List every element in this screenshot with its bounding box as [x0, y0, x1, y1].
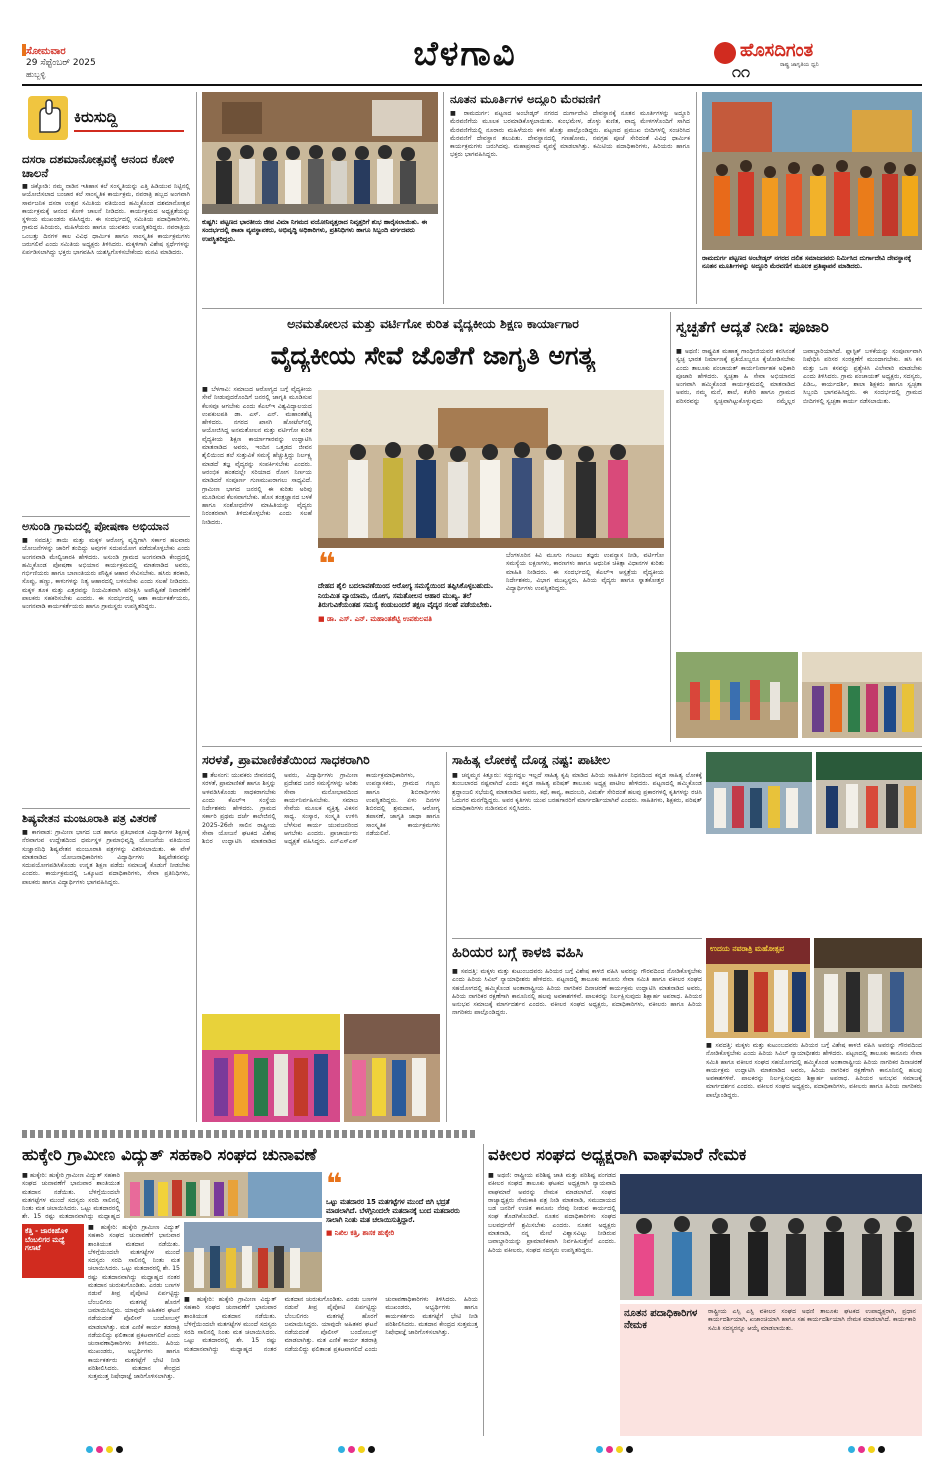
- issue-city: ಹುಬ್ಬಳ್ಳಿ: [26, 70, 46, 79]
- hukkeri-body: ■ ಹುಕ್ಕೇರಿ: ಹುಕ್ಕೇರಿ ಗ್ರಾಮೀಣ ವಿದ್ಯುತ್ ಸಹಕಾರಿ ಸಂಘದ ಚುನಾವಣೆಗೆ ಭಾನುವಾರ ಶಾಂತಿಯುತ ಮತದಾನ ನಡೆಯಿತು. ಬೆಳಿಗ್ಗೆಯಿಂದಲೇ ಮತಗಟ್ಟೆಗಳ ಮುಂದೆ ಸದಸ್ಯರು ಸರದಿ ಸಾಲಿನಲ್ಲಿ ನಿಂತು ಮತ ಚಲಾಯಿಸಿದರು. ಒಟ್ಟು ಮತದಾರರಲ್ಲಿ ಶೇ. 15 ರಷ್ಟು ಮತದಾನವಾಗಿದ್ದು ಮಧ್ಯಾಹ್ನದ ನಂತರ ಮತದಾನ ಚುರುಕುಗೊಂಡಿತು. ಎರಡು ಬಣಗಳ ನಡುವೆ ತೀವ್ರ ಪೈಪೋಟಿ ಏರ್ಪಟ್ಟಿದ್ದು ಬೆಂಬಲಿಗರು ಮತಗಟ್ಟೆ ಹೊರಗೆ ಜಮಾಯಿಸಿದ್ದರು. ಯಾವುದೇ ಅಹಿತಕರ ಘಟನೆ ನಡೆಯದಂತೆ ಪೊಲೀಸ್ ಬಂದೋಬಸ್ತ್ ಮಾಡಲಾಗಿತ್ತು. ಮತ ಎಣಿಕೆ ಕಾರ್ಯ ತಡರಾತ್ರಿ ನಡೆಯಲಿದ್ದು ಫಲಿತಾಂಶ ಪ್ರಕಟವಾಗಲಿದೆ ಎಂದು ಚುನಾವಣಾಧಿಕಾರಿಗಳು ತಿಳಿಸಿದರು. ಹಿರಿಯ ಮುಖಂಡರು, ಅಭ್ಯರ್ಥಿಗಳು ಹಾಗೂ ಕಾರ್ಯಕರ್ತರು ಮತಗಟ್ಟೆಗೆ ಭೇಟಿ ನೀಡಿ ಪರಿಶೀಲಿಸಿದರು. ಮತದಾನ ಕೇಂದ್ರದ ಸುತ್ತಮುತ್ತ ನಿಷೇಧಾಜ್ಞೆ ಜಾರಿಗೊಳಿಸಲಾಗಿತ್ತು.: [88, 1224, 180, 1381]
- sarala-headline: ಸರಳತೆ, ಪ್ರಾಮಾಣಿಕತೆಯಿಂದ ಸಾಧಕರಾಗಿರಿ: [202, 752, 370, 767]
- medical-quote-by: ■ ಡಾ. ಎಸ್. ಎನ್. ಮಹಾಂತಶೆಟ್ಟಿ ಉಪಕುಲಪತಿ: [318, 614, 432, 623]
- hiriyara-photo-banner: ಉದಯ ನವರಾತ್ರಿ ಮಹೋತ್ಸವ: [710, 944, 785, 953]
- kiru-label-block: [22, 92, 190, 150]
- sarala-photo-2: [344, 1014, 440, 1122]
- kiru-label: ಕಿರುಸುದ್ದಿ: [74, 108, 118, 126]
- sahitya-photo-1: [706, 752, 812, 834]
- kiru-headline-1: ದಸರಾ ದಶಮಾನೋತ್ಸವಕ್ಕೆ ಆನಂದ ಕೋಳಿ ಚಾಲನೆ: [22, 152, 175, 180]
- registration-dots-3: [596, 1446, 633, 1453]
- registration-dots-2: [338, 1446, 375, 1453]
- swachhate-photo-1: [676, 652, 798, 738]
- kiru-body-1: ■ ಚಿಕ್ಕೋಡಿ: ನಮ್ಮ ನಾಡಿನ ಇತಿಹಾಸ ಕಲೆ ಸಂಸ್ಕೃತಿಯನ್ನು ಎತ್ತಿ ಹಿಡಿಯುವ ನಿಟ್ಟಿನಲ್ಲಿ ಆಯೋಜಿಸಲಾದ ಬಂಜಾರ ಕಲೆ ಸಾಂಸ್ಕೃತಿಕ ಕಾರ್ಯಕ್ರಮ, ನವರಾತ್ರಿ ಹಬ್ಬದ ಅಂಗವಾಗಿ ಸಾರ್ವಜನಿಕ ದಸರಾ ಉತ್ಸವ ಸಮಿತಿಯ ವತಿಯಿಂದ ಹಮ್ಮಿಕೊಂಡ ದಶಮಾನೋತ್ಸವ ಕಾರ್ಯಕ್ರಮಕ್ಕೆ ಆನಂದ ಕೋಳಿ ಚಾಲನೆ ನೀಡಿದರು. ಕಾರ್ಯಕ್ರಮದ ಅಧ್ಯಕ್ಷತೆಯನ್ನು ಸ್ಥಳೀಯ ಮುಖಂಡರು ವಹಿಸಿದ್ದರು. ಈ ಸಂದರ್ಭದಲ್ಲಿ ಸಮಿತಿಯ ಪದಾಧಿಕಾರಿಗಳು, ಗ್ರಾಮದ ಹಿರಿಯರು, ಮಹಿಳೆಯರು ಹಾಗೂ ಯುವಕರು ಉಪಸ್ಥಿತರಿದ್ದರು. ನವರಾತ್ರಿಯ ಒಂಬತ್ತು ದಿನಗಳ ಕಾಲ ವಿವಿಧ ಧಾರ್ಮಿಕ ಹಾಗೂ ಸಾಂಸ್ಕೃತಿಕ ಕಾರ್ಯಕ್ರಮಗಳು ಜರುಗಲಿವೆ ಎಂದು ಸಮಿತಿಯ ಅಧ್ಯಕ್ಷರು ತಿಳಿಸಿದರು. ಮಕ್ಕಳಿಗಾಗಿ ವಿಶೇಷ ಸ್ಪರ್ಧೆಗಳನ್ನು ಏರ್ಪಡಿಸಲಾಗಿದ್ದು ಭಕ್ತರು ಭಾಗವಹಿಸಿ ಯಶಸ್ವಿಗೊಳಿಸಬೇಕೆಂದು ಮನವಿ ಮಾಡಿದರು.: [22, 183, 190, 257]
- medical-quote-box: [318, 552, 500, 742]
- issue-date: 29 ಸೆಪ್ಟೆಂಬರ್ 2025: [26, 58, 96, 68]
- hand-icon: [28, 96, 68, 140]
- sarala-photo-1: [202, 1014, 340, 1122]
- hukkeri-body-continued: ■ ಹುಕ್ಕೇರಿ: ಹುಕ್ಕೇರಿ ಗ್ರಾಮೀಣ ವಿದ್ಯುತ್ ಸಹಕಾರಿ ಸಂಘದ ಚುನಾವಣೆಗೆ ಭಾನುವಾರ ಶಾಂತಿಯುತ ಮತದಾನ ನಡೆಯಿತು. ಬೆಳಿಗ್ಗೆಯಿಂದಲೇ ಮತಗಟ್ಟೆಗಳ ಮುಂದೆ ಸದಸ್ಯರು ಸರದಿ ಸಾಲಿನಲ್ಲಿ ನಿಂತು ಮತ ಚಲಾಯಿಸಿದರು. ಒಟ್ಟು ಮತದಾರರಲ್ಲಿ ಶೇ. 15 ರಷ್ಟು ಮತದಾನವಾಗಿದ್ದು ಮಧ್ಯಾಹ್ನದ ನಂತರ ಮತದಾನ ಚುರುಕುಗೊಂಡಿತು. ಎರಡು ಬಣಗಳ ನಡುವೆ ತೀವ್ರ ಪೈಪೋಟಿ ಏರ್ಪಟ್ಟಿದ್ದು ಬೆಂಬಲಿಗರು ಮತಗಟ್ಟೆ ಹೊರಗೆ ಜಮಾಯಿಸಿದ್ದರು. ಯಾವುದೇ ಅಹಿತಕರ ಘಟನೆ ನಡೆಯದಂತೆ ಪೊಲೀಸ್ ಬಂದೋಬಸ್ತ್ ಮಾಡಲಾಗಿತ್ತು. ಮತ ಎಣಿಕೆ ಕಾರ್ಯ ತಡರಾತ್ರಿ ನಡೆಯಲಿದ್ದು ಫಲಿತಾಂಶ ಪ್ರಕಟವಾಗಲಿದೆ ಎಂದು ಚುನಾವಣಾಧಿಕಾರಿಗಳು ತಿಳಿಸಿದರು. ಹಿರಿಯ ಮುಖಂಡರು, ಅಭ್ಯರ್ಥಿಗಳು ಹಾಗೂ ಕಾರ್ಯಕರ್ತರು ಮತಗಟ್ಟೆಗೆ ಭೇಟಿ ನೀಡಿ ಪರಿಶೀಲಿಸಿದರು. ಮತದಾನ ಕೇಂದ್ರದ ಸುತ್ತಮುತ್ತ ನಿಷೇಧಾಜ್ಞೆ ಜಾರಿಗೊಳಿಸಲಾಗಿತ್ತು.: [184, 1296, 478, 1353]
- paper-logo: [714, 40, 914, 84]
- quote-mark-icon: ❝: [318, 552, 336, 582]
- vakeela-box-body: ರಾಷ್ಟ್ರೀಯ ಎಸ್ಸಿ ಎಸ್ಟಿ ವಕೀಲರ ಸಂಘದ ಅಥಣಿ ತಾಲೂಕು ಘಟಕದ ಉಪಾಧ್ಯಕ್ಷರಾಗಿ, ಪ್ರಧಾನ ಕಾರ್ಯದರ್ಶಿಯಾಗಿ, ಖಜಾಂಚಿಯಾಗಿ ಹಾಗೂ ಸಹ ಕಾರ್ಯದರ್ಶಿಯಾಗಿ ನೇಮಕ ಮಾಡಲಾಗಿದೆ. ಕಾರ್ಯಕಾರಿ ಸಮಿತಿ ಸದಸ್ಯರನ್ನೂ ಆಯ್ಕೆ ಮಾಡಲಾಯಿತು.: [708, 1308, 916, 1332]
- medical-workshop-photo: [318, 390, 664, 548]
- orange-corner: [22, 44, 26, 56]
- page-number: ೧೧: [732, 62, 750, 81]
- kiru-body-3: ■ ಕಾಗವಾಡ: ಗ್ರಾಮೀಣ ಭಾಗದ ಬಡ ಹಾಗೂ ಪ್ರತಿಭಾವಂತ ವಿದ್ಯಾರ್ಥಿಗಳ ಶಿಕ್ಷಣಕ್ಕೆ ನೆರವಾಗುವ ಉದ್ದೇಶದಿಂದ ಧರ್ಮಸ್ಥಳ ಗ್ರಾಮಾಭಿವೃದ್ಧಿ ಯೋಜನೆಯ ವತಿಯಿಂದ ಸುಜ್ಞಾನನಿಧಿ ಶಿಷ್ಯವೇತನ ಮಂಜೂರಾತಿ ಪತ್ರಗಳನ್ನು ವಿತರಿಸಲಾಯಿತು. ಈ ವೇಳೆ ಮಾತನಾಡಿದ ಯೋಜನಾಧಿಕಾರಿಗಳು ವಿದ್ಯಾರ್ಥಿಗಳು ಶಿಷ್ಯವೇತನವನ್ನು ಸದುಪಯೋಗಪಡಿಸಿಕೊಂಡು ಉನ್ನತ ಶಿಕ್ಷಣ ಪಡೆದು ಸಮಾಜಕ್ಕೆ ಕೊಡುಗೆ ನೀಡಬೇಕು ಎಂದರು. ಕಾರ್ಯಕ್ರಮದಲ್ಲಿ ಒಕ್ಕೂಟದ ಪದಾಧಿಕಾರಿಗಳು, ಸೇವಾ ಪ್ರತಿನಿಧಿಗಳು, ಪಾಲಕರು ಹಾಗೂ ವಿದ್ಯಾರ್ಥಿಗಳು ಭಾಗವಹಿಸಿದ್ದರು.: [22, 829, 190, 886]
- kiru-body-2: ■ ಸವದತ್ತಿ: ತಾಯಿ ಮತ್ತು ಮಕ್ಕಳ ಆರೋಗ್ಯ ವೃದ್ಧಿಗಾಗಿ ಸರ್ಕಾರ ಹಲವಾರು ಯೋಜನೆಗಳನ್ನು ಜಾರಿಗೆ ತಂದಿದ್ದು ಅವುಗಳ ಸದುಪಯೋಗ ಪಡೆದುಕೊಳ್ಳಬೇಕು ಎಂದು ಅಂಗನವಾಡಿ ಮೇಲ್ವಿಚಾರಕಿ ಹೇಳಿದರು. ಅಸುಂಡಿ ಗ್ರಾಮದ ಅಂಗನವಾಡಿ ಕೇಂದ್ರದಲ್ಲಿ ಹಮ್ಮಿಕೊಂಡ ಪೋಷಣಾ ಅಭಿಯಾನ ಕಾರ್ಯಕ್ರಮದಲ್ಲಿ ಮಾತನಾಡಿದ ಅವರು, ಗರ್ಭಿಣಿಯರು ಹಾಗೂ ಬಾಣಂತಿಯರು ಪೌಷ್ಟಿಕ ಆಹಾರ ಸೇವಿಸಬೇಕು. ಹಸಿರು ತರಕಾರಿ, ಸೊಪ್ಪು, ಹಣ್ಣು, ಕಾಳುಗಳನ್ನು ನಿತ್ಯ ಆಹಾರದಲ್ಲಿ ಬಳಸಬೇಕು ಎಂದು ಸಲಹೆ ನೀಡಿದರು. ಮಕ್ಕಳ ತೂಕ ಮತ್ತು ಎತ್ತರವನ್ನು ನಿಯಮಿತವಾಗಿ ಪರೀಕ್ಷಿಸಿ ಅಪೌಷ್ಟಿಕತೆ ನಿವಾರಣೆಗೆ ಪಾಲಕರು ಸಹಕರಿಸಬೇಕು ಎಂದರು. ಈ ಸಂದರ್ಭದಲ್ಲಿ ಆಶಾ ಕಾರ್ಯಕರ್ತೆಯರು, ಅಂಗನವಾಡಿ ಕಾರ್ಯಕರ್ತೆಯರು ಹಾಗೂ ಗ್ರಾಮಸ್ಥರು ಉಪಸ್ಥಿತರಿದ್ದರು.: [22, 537, 190, 611]
- section-title: ಬೆಳಗಾವಿ: [413, 34, 517, 74]
- swachhate-photo-2: [802, 652, 922, 738]
- registration-dots-1: [86, 1446, 123, 1453]
- hukkeri-headline: ಹುಕ್ಕೇರಿ ಗ್ರಾಮೀಣ ವಿದ್ಯುತ್ ಸಹಕಾರಿ ಸಂಘದ ಚುನಾವಣೆ: [22, 1145, 317, 1164]
- procession-caption: ರಾಮದುರ್ಗ ಪಟ್ಟಣದ ಅಂಬೇಡ್ಕರ್ ನಗರದ ದಲಿತ ಸಮಾಜದವರು ನಿರ್ಮಿಸಿದ ದುರ್ಗಾದೇವಿ ದೇವಸ್ಥಾನಕ್ಕೆ ನೂತನ ಮೂರ್ತಿಗಳನ್ನು ಅದ್ದೂರಿ ಮೆರವಣಿಗೆ ಮೂಲಕ ಪ್ರತಿಷ್ಠಾಪನೆ ಮಾಡಿದರು.: [702, 254, 912, 271]
- paper-name: ಹೊಸದಿಗಂತ: [740, 40, 814, 61]
- lic-group-photo: [202, 92, 438, 214]
- sahitya-headline: ಸಾಹಿತ್ಯ ಲೋಕಕ್ಕೆ ದೊಡ್ಡ ನಷ್ಟ: ಪಾಟೀಲ: [452, 752, 611, 767]
- swachhate-headline: ಸ್ವಚ್ಛತೆಗೆ ಆದ್ಯತೆ ನೀಡಿ: ಪೂಜಾರಿ: [676, 318, 829, 336]
- kiru-underline: [74, 130, 184, 132]
- hiriyara-side-text: [706, 1042, 922, 1122]
- col-rule-3: [696, 92, 697, 304]
- hiriyara-body: ■ ಸವದತ್ತಿ: ಮಕ್ಕಳು ಮತ್ತು ಕುಟುಂಬದವರು ಹಿರಿಯರ ಬಗ್ಗೆ ವಿಶೇಷ ಕಾಳಜಿ ವಹಿಸಿ ಅವರನ್ನು ಗೌರವದಿಂದ ನೋಡಿಕೊಳ್ಳಬೇಕು ಎಂದು ಹಿರಿಯ ಸಿವಿಲ್ ನ್ಯಾಯಾಧೀಶರು ಹೇಳಿದರು. ಪಟ್ಟಣದಲ್ಲಿ ತಾಲೂಕು ಕಾನೂನು ಸೇವಾ ಸಮಿತಿ ಹಾಗೂ ವಕೀಲರ ಸಂಘದ ಸಹಯೋಗದಲ್ಲಿ ಹಮ್ಮಿಕೊಂಡ ಅಂತಾರಾಷ್ಟ್ರೀಯ ಹಿರಿಯ ನಾಗರಿಕರ ದಿನಾಚರಣೆ ಕಾರ್ಯಕ್ರಮ ಉದ್ಘಾಟಿಸಿ ಮಾತನಾಡಿದ ಅವರು, ಹಿರಿಯ ನಾಗರಿಕರ ರಕ್ಷಣೆಗಾಗಿ ಕಾನೂನಿನಲ್ಲಿ ಹಲವು ಅವಕಾಶಗಳಿವೆ. ಪಾಲಕರನ್ನು ನಿರ್ಲಕ್ಷಿಸುವುದು ಶಿಕ್ಷಾರ್ಹ ಅಪರಾಧ. ಹಿರಿಯರ ಅನುಭವ ಸಮಾಜಕ್ಕೆ ಮಾರ್ಗದರ್ಶನ ಎಂದರು. ವಕೀಲರ ಸಂಘದ ಅಧ್ಯಕ್ಷರು, ಪದಾಧಿಕಾರಿಗಳು, ವಕೀಲರು ಹಾಗೂ ಹಿರಿಯ ನಾಗರಿಕರು ಪಾಲ್ಗೊಂಡಿದ್ದರು.: [452, 968, 702, 1017]
- medical-body-right: ಬೆಂಗಳೂರಿನ ಕಿವಿ ಮೂಗು ಗಂಟಲು ತಜ್ಞರು ಉಪನ್ಯಾಸ ನೀಡಿ, ವರ್ಟಿಗೋ ಸಮಸ್ಯೆಯ ಲಕ್ಷಣಗಳು, ಕಾರಣಗಳು ಹಾಗೂ ಆಧುನಿಕ ಚಿಕಿತ್ಸಾ ವಿಧಾನಗಳ ಕುರಿತು ಮಾಹಿತಿ ನೀಡಿದರು. ಈ ಸಂದರ್ಭದಲ್ಲಿ ಕೆಎಲ್ಇ ಆಸ್ಪತ್ರೆಯ ವೈದ್ಯಕೀಯ ನಿರ್ದೇಶಕರು, ವಿಭಾಗ ಮುಖ್ಯಸ್ಥರು, ಹಿರಿಯ ವೈದ್ಯರು ಹಾಗೂ ಸ್ನಾತಕೋತ್ತರ ವಿದ್ಯಾರ್ಥಿಗಳು ಉಪಸ್ಥಿತರಿದ್ದರು.: [506, 552, 664, 593]
- hukkeri-side-label-box: [22, 1224, 84, 1278]
- masthead: [0, 0, 945, 86]
- row-rule-1: [202, 308, 922, 309]
- issue-day: ಸೋಮವಾರ: [26, 46, 66, 57]
- lic-photo-caption: ಕುಷ್ಟಗಿ: ಪಟ್ಟಣದ ಭಾರತೀಯ ಜೀವ ವಿಮಾ ನಿಗಮದ ವಯೋನಿವೃತ್ತರಾದ ನಿವೃತ್ತರಿಗೆ ಶುಭ ಹಾರೈಸಲಾಯಿತು. ಈ ಸಂದರ್ಭದಲ್ಲಿ ಶಾಖಾ ವ್ಯವಸ್ಥಾಪಕರು, ಅಭಿವೃದ್ಧಿ ಅಧಿಕಾರಿಗಳು, ಪ್ರತಿನಿಧಿಗಳು ಹಾಗೂ ಸಿಬ್ಬಂದಿ ವರ್ಗದವರು ಉಪಸ್ಥಿತರಿದ್ದರು.: [202, 218, 427, 243]
- hukkeri-photo-1: [124, 1172, 322, 1218]
- col-rule-2: [443, 92, 444, 304]
- hukkeri-quote-box: [326, 1172, 478, 1292]
- hukkeri-body-col1: [22, 1172, 120, 1220]
- sahitya-body: ■ ಚನ್ನಮ್ಮನ ಕಿತ್ತೂರು: ಸದ್ದುಗದ್ದಲ ಇಲ್ಲದೆ ಸಾಹಿತ್ಯ ಕೃಷಿ ಮಾಡಿದ ಹಿರಿಯ ಸಾಹಿತಿಗಳ ನಿಧನದಿಂದ ಕನ್ನಡ ಸಾಹಿತ್ಯ ಲೋಕಕ್ಕೆ ತುಂಬಲಾರದ ನಷ್ಟವಾಗಿದೆ ಎಂದು ಕನ್ನಡ ಸಾಹಿತ್ಯ ಪರಿಷತ್ ತಾಲೂಕು ಅಧ್ಯಕ್ಷ ಪಾಟೀಲ ಹೇಳಿದರು. ಪಟ್ಟಣದಲ್ಲಿ ಹಮ್ಮಿಕೊಂಡ ಶ್ರದ್ಧಾಂಜಲಿ ಸಭೆಯಲ್ಲಿ ಮಾತನಾಡಿದ ಅವರು, ಕಥೆ, ಕಾವ್ಯ, ಕಾದಂಬರಿ, ವಿಮರ್ಶೆ ಸೇರಿದಂತೆ ಹಲವು ಪ್ರಕಾರಗಳಲ್ಲಿ ಕೃತಿಗಳನ್ನು ರಚಿಸಿ ಓದುಗರ ಮನಗೆದ್ದಿದ್ದರು. ಅವರ ಕೃತಿಗಳು ಯುವ ಬರಹಗಾರರಿಗೆ ಮಾರ್ಗದರ್ಶಿಯಾಗಿವೆ ಎಂದರು. ಸಾಹಿತಿಗಳು, ಶಿಕ್ಷಕರು, ಪರಿಷತ್ ಪದಾಧಿಕಾರಿಗಳು ನುಡಿನಮನ ಸಲ್ಲಿಸಿದರು.: [452, 772, 702, 813]
- hiriyara-photo-2: [814, 938, 922, 1038]
- bottom-divider-right: [488, 1130, 922, 1138]
- hukkeri-side-label: ಕೆತ್ತಿ - ಜಾರಕಿಹೊಳಿ ಬೆಂಬಲಿಗರ ಮಧ್ಯೆ ಗಲಾಟೆ: [25, 1227, 69, 1253]
- procession-photo: [702, 92, 922, 250]
- row-rule-3: [452, 938, 702, 939]
- vakeela-box-title: ನೂತನ ಪದಾಧಿಕಾರಿಗಳ ನೇಮಕ: [624, 1308, 698, 1331]
- date-block: [26, 46, 176, 80]
- vakeela-headline: ವಕೀಲರ ಸಂಘದ ಅಧ್ಯಕ್ಷರಾಗಿ ವಾಘಮಾರೆ ನೇಮಕ: [488, 1145, 747, 1164]
- medical-headline: ವೈದ್ಯಕೀಯ ಸೇವೆ ಜೊತೆಗೆ ಜಾಗೃತಿ ಅಗತ್ಯ: [270, 341, 596, 370]
- hiriyara-side-text-content: ■ ಸವದತ್ತಿ: ಮಕ್ಕಳು ಮತ್ತು ಕುಟುಂಬದವರು ಹಿರಿಯರ ಬಗ್ಗೆ ವಿಶೇಷ ಕಾಳಜಿ ವಹಿಸಿ ಅವರನ್ನು ಗೌರವದಿಂದ ನೋಡಿಕೊಳ್ಳಬೇಕು ಎಂದು ಹಿರಿಯ ಸಿವಿಲ್ ನ್ಯಾಯಾಧೀಶರು ಹೇಳಿದರು. ಪಟ್ಟಣದಲ್ಲಿ ತಾಲೂಕು ಕಾನೂನು ಸೇವಾ ಸಮಿತಿ ಹಾಗೂ ವಕೀಲರ ಸಂಘದ ಸಹಯೋಗದಲ್ಲಿ ಹಮ್ಮಿಕೊಂಡ ಅಂತಾರಾಷ್ಟ್ರೀಯ ಹಿರಿಯ ನಾಗರಿಕರ ದಿನಾಚರಣೆ ಕಾರ್ಯಕ್ರಮ ಉದ್ಘಾಟಿಸಿ ಮಾತನಾಡಿದ ಅವರು, ಹಿರಿಯ ನಾಗರಿಕರ ರಕ್ಷಣೆಗಾಗಿ ಕಾನೂನಿನಲ್ಲಿ ಹಲವು ಅವಕಾಶಗಳಿವೆ. ಪಾಲಕರನ್ನು ನಿರ್ಲಕ್ಷಿಸುವುದು ಶಿಕ್ಷಾರ್ಹ ಅಪರಾಧ. ಹಿರಿಯರ ಅನುಭವ ಸಮಾಜಕ್ಕೆ ಮಾರ್ಗದರ್ಶನ ಎಂದರು. ವಕೀಲರ ಸಂಘದ ಅಧ್ಯಕ್ಷರು, ಪದಾಧಿಕಾರಿಗಳು, ವಕೀಲರು ಹಾಗೂ ಹಿರಿಯ ನಾಗರಿಕರು ಪಾಲ್ಗೊಂಡಿದ್ದರು.: [706, 1042, 922, 1099]
- col-rule-1: [196, 92, 197, 1122]
- murti-body: ■ ರಾಮದುರ್ಗ: ಪಟ್ಟಣದ ಅಂಬೇಡ್ಕರ್ ನಗರದ ದುರ್ಗಾದೇವಿ ದೇವಸ್ಥಾನಕ್ಕೆ ನೂತನ ಮೂರ್ತಿಗಳನ್ನು ಅದ್ದೂರಿ ಮೆರವಣಿಗೆಯ ಮೂಲಕ ಬರಮಾಡಿಕೊಳ್ಳಲಾಯಿತು. ಕುಂಭಮೇಳ, ಡೊಳ್ಳು ಕುಣಿತ, ವಾದ್ಯ ಮೇಳಗಳೊಂದಿಗೆ ಸಾಗಿದ ಮೆರವಣಿಗೆಯಲ್ಲಿ ನೂರಾರು ಮಹಿಳೆಯರು ಕಳಸ ಹೊತ್ತು ಪಾಲ್ಗೊಂಡಿದ್ದರು. ಪಟ್ಟಣದ ಪ್ರಮುಖ ಬೀದಿಗಳಲ್ಲಿ ಸಂಚರಿಸಿದ ಮೆರವಣಿಗೆ ದೇವಸ್ಥಾನ ತಲುಪಿತು. ದೇವಸ್ಥಾನದಲ್ಲಿ ಗಣಹೋಮ, ನವಗ್ರಹ ಪೂಜೆ ಸೇರಿದಂತೆ ವಿವಿಧ ಧಾರ್ಮಿಕ ಕಾರ್ಯಕ್ರಮಗಳು ಜರುಗಿದವು. ಮಹಾಪ್ರಸಾದ ವ್ಯವಸ್ಥೆ ಮಾಡಲಾಗಿತ್ತು. ಕಮಿಟಿಯ ಪದಾಧಿಕಾರಿಗಳು, ಹಿರಿಯರು ಹಾಗೂ ಭಕ್ತರು ಭಾಗವಹಿಸಿದ್ದರು.: [450, 110, 690, 159]
- paper-tagline: ರಾಷ್ಟ್ರ ಜಾಗೃತಿಯ ಧ್ವನಿ: [780, 62, 819, 68]
- murti-headline: ನೂತನ ಮೂರ್ತಿಗಳ ಅದ್ದೂರಿ ಮೆರವಣಿಗೆ: [450, 92, 601, 106]
- hukkeri-body-lead: ■ ಹುಕ್ಕೇರಿ: ಹುಕ್ಕೇರಿ ಗ್ರಾಮೀಣ ವಿದ್ಯುತ್ ಸಹಕಾರಿ ಸಂಘದ ಚುನಾವಣೆಗೆ ಭಾನುವಾರ ಶಾಂತಿಯುತ ಮತದಾನ ನಡೆಯಿತು. ಬೆಳಿಗ್ಗೆಯಿಂದಲೇ ಮತಗಟ್ಟೆಗಳ ಮುಂದೆ ಸದಸ್ಯರು ಸರದಿ ಸಾಲಿನಲ್ಲಿ ನಿಂತು ಮತ ಚಲಾಯಿಸಿದರು. ಒಟ್ಟು ಮತದಾರರಲ್ಲಿ ಶೇ. 15 ರಷ್ಟು ಮತದಾನವಾಗಿದ್ದು ಮಧ್ಯಾಹ್ನದ: [22, 1172, 120, 1220]
- hukkeri-quote-by: ■ ನಿಖಿಲ ಕತ್ತಿ, ಶಾಸಕ ಹುಕ್ಕೇರಿ: [326, 1228, 395, 1237]
- masthead-rule: [22, 84, 922, 86]
- logo-icon: [714, 42, 736, 64]
- hukkeri-quote: ಒಟ್ಟು ಮತದಾರರ 15 ಮತಗಟ್ಟೆಗಳ ಮುಂದೆ ಬಿಗಿ ಭದ್ರತೆ ಮಾಡಲಾಗಿದೆ. ಬೆಳಗ್ಗಿನಿಂದಲೇ ಮತದಾನಕ್ಕೆ ಬಂದ ಮತದಾರರು ಸಾಲಾಗಿ ನಿಂತು ಮತ ಚಲಾಯಿಸುತ್ತಿದ್ದಾರೆ.: [326, 1198, 460, 1225]
- col-rule-6: [483, 1144, 484, 1436]
- kiru-headline-3: ಶಿಷ್ಯವೇತನ ಮಂಜೂರಾತಿ ಪತ್ರ ವಿತರಣೆ: [22, 812, 157, 825]
- sahitya-photo-2: [816, 752, 922, 834]
- hukkeri-body-lower: [184, 1296, 478, 1436]
- col-rule-4: [670, 312, 671, 742]
- sarala-body: ■ ತೆಲಸಂಗ: ಯುವಕರು ಜೀವನದಲ್ಲಿ ಸರಳತೆ, ಪ್ರಾಮಾಣಿಕತೆ ಹಾಗೂ ಶಿಸ್ತನ್ನು ಅಳವಡಿಸಿಕೊಂಡು ಸಾಧಕರಾಗಬೇಕು ಎಂದು ಕೆಎಲ್ಇ ಸಂಸ್ಥೆಯ ನಿರ್ದೇಶಕರು ಹೇಳಿದರು. ಗ್ರಾಮದ ಸರ್ಕಾರಿ ಪ್ರಥಮ ದರ್ಜೆ ಕಾಲೇಜಿನಲ್ಲಿ 2025-26ನೇ ಸಾಲಿನ ರಾಷ್ಟ್ರೀಯ ಸೇವಾ ಯೋಜನೆ ಘಟಕದ ವಿಶೇಷ ಶಿಬಿರ ಉದ್ಘಾಟಿಸಿ ಮಾತನಾಡಿದ ಅವರು, ವಿದ್ಯಾರ್ಥಿಗಳು ಗ್ರಾಮೀಣ ಪ್ರದೇಶದ ಜನರ ಸಮಸ್ಯೆಗಳನ್ನು ಅರಿತು ಸೇವಾ ಮನೋಭಾವದಿಂದ ಕಾರ್ಯನಿರ್ವಹಿಸಬೇಕು. ಸಮಾಜ ಸೇವೆಯ ಮೂಲಕ ವ್ಯಕ್ತಿತ್ವ ವಿಕಸನ ಸಾಧ್ಯ. ಸಂಸ್ಕಾರ, ಸಂಸ್ಕೃತಿ ಉಳಿಸಿ ಬೆಳೆಸುವ ಕಾರ್ಯ ಯುವಜನರಿಂದ ಆಗಬೇಕು ಎಂದರು. ಪ್ರಾಚಾರ್ಯರು ಅಧ್ಯಕ್ಷತೆ ವಹಿಸಿದ್ದರು. ಎನ್ಎಸ್ಎಸ್ ಕಾರ್ಯಕ್ರಮಾಧಿಕಾರಿಗಳು, ಉಪನ್ಯಾಸಕರು, ಗ್ರಾಮದ ಗಣ್ಯರು ಹಾಗೂ ಶಿಬಿರಾರ್ಥಿಗಳು ಉಪಸ್ಥಿತರಿದ್ದರು. ಏಳು ದಿನಗಳ ಶಿಬಿರದಲ್ಲಿ ಶ್ರಮದಾನ, ಆರೋಗ್ಯ ತಪಾಸಣೆ, ಜಾಗೃತಿ ಜಾಥಾ ಹಾಗೂ ಸಾಂಸ್ಕೃತಿಕ ಕಾರ್ಯಕ್ರಮಗಳು ನಡೆಯಲಿವೆ.: [202, 772, 440, 846]
- col-rule-5: [446, 752, 447, 1122]
- vakeela-body: ■ ಅಥಣಿ: ರಾಷ್ಟ್ರೀಯ ಪರಿಶಿಷ್ಟ ಜಾತಿ ಮತ್ತು ಪರಿಶಿಷ್ಟ ಪಂಗಡದ ವಕೀಲರ ಸಂಘದ ತಾಲೂಕು ಘಟಕದ ಅಧ್ಯಕ್ಷರಾಗಿ ನ್ಯಾಯವಾದಿ ವಾಘಮಾರೆ ಅವರನ್ನು ನೇಮಕ ಮಾಡಲಾಗಿದೆ. ಸಂಘದ ರಾಜ್ಯಾಧ್ಯಕ್ಷರು ನೇಮಕಾತಿ ಪತ್ರ ನೀಡಿ ಮಾತನಾಡಿ, ಸಮುದಾಯದ ಬಡ ಜನರಿಗೆ ಉಚಿತ ಕಾನೂನು ನೆರವು ನೀಡುವ ಕಾರ್ಯದಲ್ಲಿ ಸಂಘ ತೊಡಗಿಕೊಂಡಿದೆ. ನೂತನ ಪದಾಧಿಕಾರಿಗಳು ಸಂಘದ ಬಲವರ್ಧನೆಗೆ ಶ್ರಮಿಸಬೇಕು ಎಂದರು. ನೂತನ ಅಧ್ಯಕ್ಷರು ಮಾತನಾಡಿ, ನನ್ನ ಮೇಲೆ ವಿಶ್ವಾಸವಿಟ್ಟು ನೀಡಿರುವ ಜವಾಬ್ದಾರಿಯನ್ನು ಪ್ರಾಮಾಣಿಕವಾಗಿ ನಿರ್ವಹಿಸುತ್ತೇನೆ ಎಂದರು. ಹಿರಿಯ ವಕೀಲರು, ಸಂಘದ ಸದಸ್ಯರು ಉಪಸ್ಥಿತರಿದ್ದರು.: [488, 1172, 616, 1254]
- row-rule-2: [202, 746, 922, 747]
- kiru-divider-2: [22, 808, 190, 809]
- hiriyara-headline: ಹಿರಿಯರ ಬಗ್ಗೆ ಕಾಳಜಿ ವಹಿಸಿ: [452, 945, 584, 961]
- kiru-divider-1: [22, 516, 190, 517]
- bottom-divider-left: [22, 1130, 478, 1138]
- kiru-headline-2: ಅಸುಂಡಿ ಗ್ರಾಮದಲ್ಲಿ ಪೋಷಣಾ ಅಭಿಯಾನ: [22, 520, 169, 533]
- vakeela-box: [620, 1304, 922, 1436]
- kiru-suddi-column: [22, 92, 190, 1122]
- hukkeri-photo-2: [184, 1222, 322, 1292]
- swachhate-body: ■ ಅಥಣಿ: ರಾಷ್ಟ್ರಪಿತ ಮಹಾತ್ಮ ಗಾಂಧೀಜಿಯವರ ಕನಸಿನಂತೆ ಸ್ವಚ್ಛ ಭಾರತ ನಿರ್ಮಾಣಕ್ಕೆ ಪ್ರತಿಯೊಬ್ಬರೂ ಕೈಜೋಡಿಸಬೇಕು ಎಂದು ತಾಲೂಕು ಪಂಚಾಯತ್ ಕಾರ್ಯನಿರ್ವಾಹಕ ಅಧಿಕಾರಿ ಪೂಜಾರಿ ಹೇಳಿದರು. ಸ್ವಚ್ಛತಾ ಹಿ ಸೇವಾ ಅಭಿಯಾನದ ಅಂಗವಾಗಿ ಹಮ್ಮಿಕೊಂಡ ಕಾರ್ಯಕ್ರಮದಲ್ಲಿ ಮಾತನಾಡಿದ ಅವರು, ನಮ್ಮ ಮನೆ, ಶಾಲೆ, ಕಚೇರಿ ಹಾಗೂ ಗ್ರಾಮದ ಪರಿಸರವನ್ನು ಸ್ವಚ್ಛವಾಗಿಟ್ಟುಕೊಳ್ಳುವುದು ನಮ್ಮೆಲ್ಲರ ಜವಾಬ್ದಾರಿಯಾಗಿದೆ. ಪ್ಲಾಸ್ಟಿಕ್ ಬಳಕೆಯನ್ನು ಸಂಪೂರ್ಣವಾಗಿ ನಿಷೇಧಿಸಿ ಪರಿಸರ ಸಂರಕ್ಷಣೆಗೆ ಮುಂದಾಗಬೇಕು. ಹಸಿ ಕಸ ಮತ್ತು ಒಣ ಕಸವನ್ನು ಪ್ರತ್ಯೇಕಿಸಿ ವಿಲೇವಾರಿ ಮಾಡಬೇಕು ಎಂದು ತಿಳಿಸಿದರು. ಗ್ರಾಮ ಪಂಚಾಯತ್ ಅಧ್ಯಕ್ಷರು, ಸದಸ್ಯರು, ಪಿಡಿಒ, ಕಾರ್ಯದರ್ಶಿ, ಶಾಲಾ ಶಿಕ್ಷಕರು ಹಾಗೂ ಸ್ವಚ್ಛತಾ ಸಿಬ್ಬಂದಿ ಭಾಗವಹಿಸಿದ್ದರು. ಈ ಸಂದರ್ಭದಲ್ಲಿ ಗ್ರಾಮದ ಬೀದಿಗಳಲ್ಲಿ ಸ್ವಚ್ಛತಾ ಕಾರ್ಯ ನಡೆಸಲಾಯಿತು.: [676, 348, 922, 405]
- medical-body-left: ■ ಬೆಳಗಾವಿ: ಸಮಾಜದ ಆರೋಗ್ಯದ ಬಗ್ಗೆ ವೈದ್ಯಕೀಯ ಸೇವೆ ನೀಡುವುದರೊಂದಿಗೆ ಜನರಲ್ಲಿ ಜಾಗೃತಿ ಮೂಡಿಸುವ ಕೆಲಸವೂ ಆಗಬೇಕು ಎಂದು ಕೆಎಲ್ಇ ವಿಶ್ವವಿದ್ಯಾಲಯದ ಉಪಕುಲಪತಿ ಡಾ. ಎಸ್. ಎನ್. ಮಹಾಂತಶೆಟ್ಟಿ ಹೇಳಿದರು. ನಗರದ ಖಾಸಗಿ ಹೋಟೆಲ್‌ನಲ್ಲಿ ಆಯೋಜಿಸಿದ್ದ ಅನಮತೋಲನ ಮತ್ತು ವರ್ಟಿಗೋ ಕುರಿತ ವೈದ್ಯಕೀಯ ಶಿಕ್ಷಣ ಕಾರ್ಯಾಗಾರವನ್ನು ಉದ್ಘಾಟಿಸಿ ಮಾತನಾಡಿದ ಅವರು, ಇಂದಿನ ಒತ್ತಡದ ಜೀವನ ಶೈಲಿಯಿಂದ ತಲೆ ಸುತ್ತುವಿಕೆ ಸಮಸ್ಯೆ ಹೆಚ್ಚುತ್ತಿದ್ದು ನಿರ್ಲಕ್ಷ್ಯ ಮಾಡದೆ ತಜ್ಞ ವೈದ್ಯರನ್ನು ಸಂಪರ್ಕಿಸಬೇಕು ಎಂದರು. ಆರಂಭಿಕ ಹಂತದಲ್ಲೇ ಸರಿಯಾದ ರೋಗ ನಿರ್ಣಯ ಮಾಡಿದರೆ ಸಂಪೂರ್ಣ ಗುಣಮುಖರಾಗಲು ಸಾಧ್ಯವಿದೆ. ಗ್ರಾಮೀಣ ಭಾಗದ ಜನರಲ್ಲಿ ಈ ಕುರಿತು ಅರಿವು ಮೂಡಿಸುವ ಕೆಲಸವಾಗಬೇಕು. ಹೊಸ ತಂತ್ರಜ್ಞಾನದ ಬಳಕೆ ಹಾಗೂ ಸಂಶೋಧನೆಗಳ ಮಾಹಿತಿಯನ್ನು ವೈದ್ಯರು ನಿರಂತರವಾಗಿ ತಿಳಿದುಕೊಳ್ಳಬೇಕು ಎಂದು ಸಲಹೆ ನೀಡಿದರು.: [202, 386, 312, 526]
- medical-kicker: ಅನಮತೋಲನ ಮತ್ತು ವರ್ಟಿಗೋ ಕುರಿತ ವೈದ್ಯಕೀಯ ಶಿಕ್ಷಣ ಕಾರ್ಯಾಗಾರ: [287, 316, 579, 331]
- hiriyara-photo-1: [706, 938, 810, 1038]
- vakeela-photo: [620, 1174, 922, 1300]
- medical-quote: ದೇಹದ ಶೈಲಿ ಬದಲಾವಣೆಯಿಂದ ಆರೋಗ್ಯ ಸಮಸ್ಯೆಯಿಂದ ತಪ್ಪಿಸಿಕೊಳ್ಳಬಹುದು. ನಿಯಮಿತ ವ್ಯಾಯಾಮ, ಯೋಗ, ಸಮತೋಲನ ಆಹಾರ ಮುಖ್ಯ. ತಲೆ ತಿರುಗುವಿಕೆಯಂತಹ ಸಮಸ್ಯೆ ಕಂಡುಬಂದರೆ ತಕ್ಷಣ ವೈದ್ಯರ ಸಲಹೆ ಪಡೆಯಬೇಕು.: [318, 582, 494, 610]
- hukkeri-quote-mark-icon: ❝: [326, 1172, 343, 1200]
- registration-dots-4: [848, 1446, 885, 1453]
